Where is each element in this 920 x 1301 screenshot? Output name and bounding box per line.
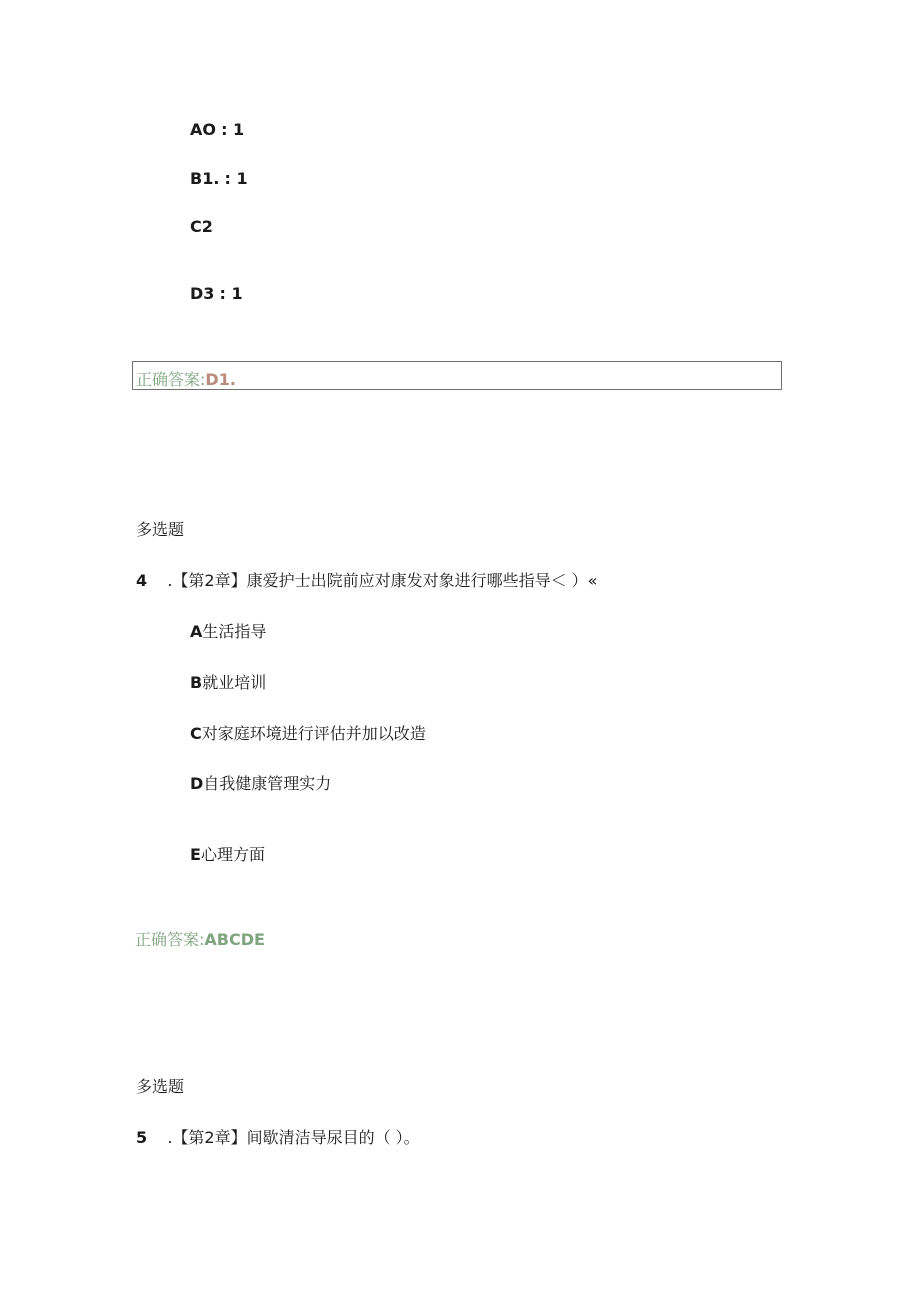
option-letter: B1. [190, 169, 220, 188]
option-text: 生活指导 [202, 622, 267, 641]
option-c [190, 217, 213, 236]
question-number: 5 [136, 1128, 148, 1147]
option-text: : 1 [219, 284, 243, 303]
option-letter: C2 [190, 217, 213, 236]
option-letter: C [190, 724, 202, 743]
question-5 [136, 1125, 420, 1148]
answer-value: D1. [205, 370, 236, 389]
option-a [190, 619, 266, 642]
question-number: 4 [136, 571, 148, 590]
option-b [190, 670, 266, 693]
option-b [190, 169, 248, 188]
option-c [190, 721, 426, 744]
option-letter: E [190, 845, 201, 864]
option-text: 心理方面 [200, 845, 265, 864]
option-letter: AO [190, 120, 216, 139]
option-text: 就业培训 [202, 673, 267, 692]
option-text: : 1 [221, 120, 245, 139]
section-title: 多选题 [136, 520, 185, 539]
option-text: : 1 [224, 169, 248, 188]
question-4 [136, 568, 597, 591]
option-letter: D [190, 774, 204, 793]
answer-label: 正确答案: [135, 930, 205, 949]
option-letter: B [190, 673, 203, 692]
answer-label: 正确答案: [136, 370, 206, 389]
option-text: 对家庭环境进行评估并加以改造 [201, 724, 426, 743]
option-a [190, 120, 244, 139]
section-title: 多选题 [136, 1077, 185, 1096]
option-letter: D3 [190, 284, 215, 303]
answer-line [136, 367, 236, 390]
answer-line [135, 927, 265, 950]
option-d [190, 284, 243, 303]
option-text: 自我健康管理实力 [203, 774, 332, 793]
option-letter: A [190, 622, 203, 641]
answer-box [132, 361, 782, 390]
question-text: .【第2章】间歇清洁导尿目的（ ）。 [167, 1128, 420, 1147]
answer-value: ABCDE [204, 930, 265, 949]
option-d [190, 771, 331, 794]
option-e [190, 842, 265, 865]
question-text: .【第2章】康爱护士出院前应对康发对象进行哪些指导＜ ）« [167, 571, 598, 590]
